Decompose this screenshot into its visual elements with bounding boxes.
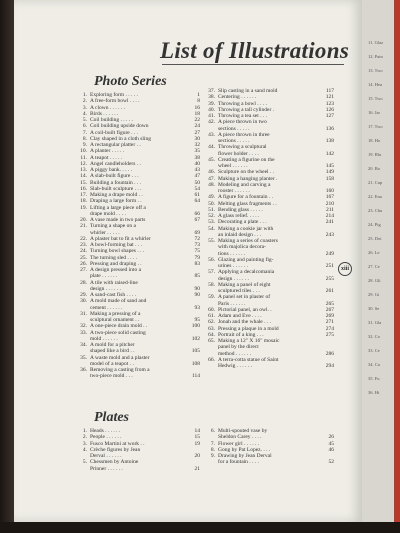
item-title: Clay shaped in a cloth sling: [90, 135, 151, 142]
next-page-line: 32. Co: [368, 334, 381, 339]
item-page: 251: [325, 263, 334, 269]
item-title: Removing a casting from a: [90, 367, 150, 373]
item-title: A free-form bowl . . . .: [90, 98, 140, 105]
next-page-line: 22. Ena: [368, 194, 382, 199]
item-title: People . . . . . .: [90, 434, 122, 441]
next-page-line: 18. Ho: [368, 138, 381, 143]
item-title: Sculpture on the wheel . .: [218, 169, 275, 176]
item-title: two-piece mold . . .: [90, 373, 133, 380]
item-title: Throwing a bowl . . . .: [218, 100, 267, 107]
item-title: tions . . . . . .: [218, 250, 246, 257]
item-page: 114: [191, 373, 200, 380]
item-page: 24: [194, 123, 200, 130]
item-number: 51.: [208, 206, 215, 213]
item-title: plate . . . . . .: [90, 273, 118, 280]
item-title: Turning bowl shapes . . .: [90, 248, 145, 255]
item-number: 3.: [82, 440, 87, 447]
next-page-line: 35. Fu: [368, 376, 380, 381]
item-page: 267: [325, 306, 334, 313]
item-title: Exploring form . . . . .: [90, 92, 138, 98]
list-item: [206, 459, 334, 465]
item-title: Making a pressing of a: [90, 310, 141, 317]
item-page: 15: [194, 434, 200, 441]
item-title: Making a cookie jar with: [218, 225, 274, 232]
item-title: A waste mold and a plaster: [90, 354, 150, 361]
item-title: A plaster bat to fit a whirler: [90, 235, 151, 242]
item-page: 83: [194, 260, 200, 267]
item-number: 40.: [208, 106, 215, 113]
item-number: 30.: [80, 298, 87, 305]
item-page: 47: [194, 173, 200, 180]
item-title: shaped like a bird . .: [90, 348, 135, 355]
item-number: 45.: [208, 156, 215, 163]
item-page: 158: [325, 175, 334, 182]
item-title: Slab-built sculpture . . .: [90, 185, 142, 192]
item-number: 62.: [208, 319, 215, 326]
next-page-line: 14. Hea: [368, 82, 382, 87]
item-page: 66: [194, 210, 200, 217]
item-number: 48.: [208, 181, 215, 188]
item-title: rooster . . . . . .: [218, 188, 250, 194]
item-title: method . . . . . .: [218, 350, 251, 357]
item-number: 41.: [208, 113, 215, 119]
item-title: mold . . . . . .: [90, 335, 118, 342]
item-title: Multi-spouted vase by: [218, 428, 268, 434]
item-title: Chessmen by Antoine: [90, 459, 139, 466]
item-title: Drawing by Jean Derval: [218, 453, 272, 459]
item-number: 19.: [80, 204, 87, 211]
item-title: A teapot . . . . .: [90, 154, 123, 161]
item-title: Throwing a tea set . . .: [218, 113, 268, 119]
item-title: A piece thrown in three: [218, 131, 270, 138]
item-title: Adam and Eve . . . .: [218, 313, 262, 319]
item-number: 66.: [208, 356, 215, 363]
item-page: 136: [325, 125, 334, 132]
item-number: 16.: [80, 185, 87, 192]
item-number: 39.: [208, 100, 215, 107]
item-number: 59.: [208, 294, 215, 301]
item-title: A design pressed into a: [90, 267, 142, 273]
item-title: cement . . . . . .: [90, 304, 123, 311]
plates-column-1: [78, 428, 200, 472]
item-title: A glass relief. . . . .: [218, 213, 260, 219]
item-number: 2.: [82, 434, 87, 441]
item-number: 24.: [80, 248, 87, 255]
next-page-line: 33. Ce: [368, 348, 380, 353]
item-title: Bending glass . . . . .: [218, 206, 263, 213]
next-page-line: 19. Blu: [368, 152, 382, 157]
item-title: Heads . . . . . .: [90, 428, 121, 434]
item-page: 30: [194, 135, 200, 142]
item-title: Applying a decalcomania: [218, 269, 275, 276]
item-number: 10.: [80, 148, 87, 155]
item-title: Portrait of a king . . .: [218, 331, 264, 338]
page-title: List of Illustrations: [160, 38, 350, 63]
next-page-line: 36. Hi: [368, 390, 380, 395]
item-number: 5.: [82, 117, 87, 123]
item-title: urines . . . . . .: [218, 263, 248, 269]
item-title: A planter . . . . .: [90, 148, 125, 155]
item-page: 117: [325, 88, 334, 94]
item-number: 26.: [80, 260, 87, 267]
next-page-line: 26. Le: [368, 250, 380, 255]
item-title: sections . . . . .: [218, 138, 250, 144]
item-number: 20.: [80, 217, 87, 223]
item-page: 108: [191, 360, 200, 367]
item-title: Prinner . . . . . .: [90, 465, 123, 472]
item-number: 6.: [82, 123, 87, 130]
item-title: A rectangular platter . .: [90, 142, 141, 148]
item-title: for a fountain . . . .: [218, 459, 259, 466]
item-title: Decorating a plate . . .: [218, 219, 267, 226]
item-page: 38: [194, 154, 200, 161]
item-title: Lifting a large piece off a: [90, 204, 146, 211]
item-number: 3.: [82, 104, 87, 111]
item-page: 261: [325, 288, 334, 294]
item-title: A panel set in plaster of: [218, 294, 271, 301]
item-page: 75: [194, 248, 200, 255]
next-page-line: 15. Two: [368, 96, 383, 101]
next-page-line: 31. Gla: [368, 320, 382, 325]
item-number: 42.: [208, 119, 215, 126]
item-title: Pressing a plaque in a mold: [218, 325, 279, 332]
item-page: 16: [194, 104, 200, 111]
next-page-line: 29. Gi: [368, 292, 380, 297]
item-number: 58.: [208, 281, 215, 288]
item-number: 6.: [210, 428, 215, 434]
item-number: 23.: [80, 242, 87, 248]
item-page: 21: [194, 465, 200, 472]
item-title: Flower girl . . . . . .: [218, 440, 260, 447]
item-number: 27.: [80, 267, 87, 273]
item-number: 35.: [80, 354, 87, 361]
item-page: 45: [328, 440, 334, 447]
item-title: sculptural ornament . .: [90, 317, 140, 323]
item-page: 243: [325, 231, 334, 238]
item-page: 46: [328, 446, 334, 453]
next-page-line: 20. Bo: [368, 166, 381, 171]
item-number: 7.: [82, 129, 87, 136]
item-title: Pressing and draping . .: [90, 260, 142, 267]
item-title: Gong by Pat Lopez. . . .: [218, 446, 271, 453]
item-title: Angel candleholders . .: [90, 160, 141, 167]
list-item: [78, 373, 200, 379]
item-title: Jonah and the whale . . .: [218, 319, 271, 326]
item-page: 214: [325, 213, 334, 219]
item-number: 60.: [208, 306, 215, 313]
item-number: 57.: [208, 269, 215, 276]
item-page: 249: [325, 250, 334, 257]
next-page: [362, 0, 400, 522]
item-page: 145: [325, 163, 334, 169]
item-title: design . . . . . .: [90, 285, 121, 292]
item-number: 37.: [208, 88, 215, 94]
item-number: 56.: [208, 256, 215, 263]
item-title: A mold made of sand and: [90, 298, 147, 305]
next-page-line: 23. Chu: [368, 208, 383, 213]
item-number: 9.: [82, 142, 87, 148]
item-title: Making a series of coasters: [218, 238, 278, 244]
item-title: sections . . . . .: [218, 125, 250, 132]
red-cover-edge: [394, 0, 400, 522]
item-title: panel by the direct: [218, 344, 259, 351]
plates-column-2: [206, 428, 334, 466]
next-page-line: 30. Se: [368, 306, 380, 311]
photo-series-heading: Photo Series: [94, 74, 167, 89]
item-title: with majolica decora-: [218, 244, 266, 251]
item-number: 8.: [82, 135, 87, 142]
next-page-line: 25. Doi: [368, 236, 382, 241]
table-surface: [0, 522, 400, 533]
item-page: 90: [194, 285, 200, 292]
item-title: Throwing a sculptural: [218, 144, 267, 151]
list-item: [78, 466, 200, 472]
item-number: 65.: [208, 338, 215, 344]
item-number: 7.: [210, 440, 215, 447]
item-page: 8: [197, 98, 200, 105]
item-title: drape mold . . . .: [90, 210, 126, 217]
item-page: 32: [194, 142, 200, 148]
item-title: Making a drape mold . .: [90, 192, 143, 198]
item-page: 72: [194, 235, 200, 242]
item-page: 27: [194, 129, 200, 136]
item-title: A terra-cotta statue of Saint: [218, 356, 279, 363]
item-page: 255: [325, 275, 334, 282]
item-title: A clown . . . . . .: [90, 104, 125, 111]
next-page-line: 27. Ce: [368, 264, 380, 269]
item-number: 38.: [208, 94, 215, 101]
item-title: Fusco Martini at work . .: [90, 440, 145, 447]
item-page: 85: [194, 273, 200, 280]
item-page: 90: [194, 292, 200, 298]
item-title: Slip casting in a sand mold: [218, 88, 278, 94]
item-page: 210: [325, 200, 334, 207]
title-rule: [162, 64, 344, 65]
item-page: 241: [325, 219, 334, 226]
item-number: 32.: [80, 323, 87, 330]
item-page: 43: [194, 167, 200, 173]
item-page: 271: [325, 319, 334, 326]
item-number: 36.: [80, 367, 87, 373]
item-number: 12.: [80, 160, 87, 167]
next-page-line: 28. Gli: [368, 278, 381, 283]
item-number: 28.: [80, 279, 87, 286]
item-page: 18: [194, 110, 200, 117]
item-number: 9.: [210, 453, 215, 459]
item-title: Coil building . . . . .: [90, 117, 133, 123]
item-title: Turning a shape on a: [90, 223, 136, 230]
item-title: A slab-built figure . . .: [90, 173, 139, 180]
item-title: Making a panel of eight: [218, 281, 271, 288]
item-title: A mold for a pitcher: [90, 342, 135, 348]
item-title: Sheldon Carey . . . .: [218, 434, 262, 441]
item-number: 43.: [208, 131, 215, 138]
item-title: A coil-built figure . . .: [90, 129, 138, 136]
item-number: 1.: [82, 428, 87, 434]
item-number: 4.: [82, 110, 87, 117]
item-number: 52.: [208, 213, 215, 219]
plates-heading: Plates: [94, 410, 129, 425]
item-page: 61: [194, 192, 200, 198]
item-title: design . . . . . .: [218, 275, 249, 282]
item-page: 79: [194, 254, 200, 261]
item-number: 18.: [80, 198, 87, 205]
item-title: Centering . . . . . .: [218, 94, 257, 101]
item-number: 5.: [82, 459, 87, 466]
item-title: Creating a figurine on the: [218, 156, 275, 163]
item-page: 73: [194, 242, 200, 248]
item-title: A piece thrown in two: [218, 119, 267, 126]
item-number: 34.: [80, 342, 87, 348]
item-page: 35: [194, 148, 200, 155]
next-page-line: 13. Two: [368, 68, 383, 73]
item-title: Coil building upside down: [90, 123, 149, 130]
next-page-line: 11. Glaz: [368, 40, 384, 45]
item-page: 286: [325, 350, 334, 357]
item-number: 54.: [208, 225, 215, 232]
item-title: The turning sled . . . .: [90, 254, 138, 261]
next-page-line: 21. Cup: [368, 180, 383, 185]
item-title: whirler . . . . .: [90, 229, 120, 236]
item-number: 33.: [80, 329, 87, 336]
item-page: 274: [325, 325, 334, 332]
item-number: 63.: [208, 325, 215, 332]
item-page: 275: [325, 331, 334, 338]
item-page: 40: [194, 160, 200, 167]
next-page-line: 34. Ca: [368, 362, 380, 367]
item-page: 50: [194, 179, 200, 186]
item-page: 167: [325, 194, 334, 201]
item-title: Hedwig . . . . . .: [218, 363, 252, 369]
next-page-line: 12. Pain: [368, 54, 383, 59]
item-page: 294: [325, 363, 334, 369]
item-title: wheel . . . . . .: [218, 163, 248, 169]
item-number: 2.: [82, 98, 87, 105]
item-number: 53.: [208, 219, 215, 226]
item-page: 138: [325, 138, 334, 144]
item-number: 47.: [208, 175, 215, 182]
item-number: 61.: [208, 313, 215, 319]
item-title: A one-piece drain mold . .: [90, 323, 148, 330]
item-page: 95: [194, 317, 200, 323]
item-title: A piggy bank. . . . .: [90, 167, 133, 173]
item-title: A tile with raised-line: [90, 279, 138, 286]
photo-series-column-2: [206, 88, 334, 369]
photo-series-column-1: [78, 92, 200, 380]
item-page: 20: [194, 453, 200, 459]
item-title: Melting glass fragments . .: [218, 200, 277, 207]
item-page: 1: [197, 92, 200, 98]
item-page: 22: [194, 117, 200, 123]
item-page: 265: [325, 300, 334, 307]
item-number: 44.: [208, 144, 215, 151]
item-page: 14: [194, 428, 200, 434]
item-number: 50.: [208, 200, 215, 207]
item-title: Glazing and painting fig-: [218, 256, 274, 263]
item-page: 67: [194, 217, 200, 223]
item-page: 54: [194, 185, 200, 192]
item-page: 160: [325, 188, 334, 194]
item-page: 69: [194, 229, 200, 236]
item-page: 269: [325, 313, 334, 319]
item-page: 121: [325, 94, 334, 101]
item-title: Modeling and carving a: [218, 181, 271, 188]
item-title: A vase made in two parts: [90, 217, 146, 223]
item-number: 14.: [80, 173, 87, 180]
item-title: Paris . . . . . .: [218, 300, 246, 307]
item-page: 102: [191, 335, 200, 342]
item-page: 123: [325, 100, 334, 107]
item-number: 25.: [80, 254, 87, 261]
book-page: [14, 0, 362, 522]
item-page: 26: [328, 434, 334, 441]
item-title: an inlaid design . . .: [218, 231, 262, 238]
item-page: 211: [325, 206, 334, 213]
item-number: 46.: [208, 169, 215, 176]
item-page: 127: [325, 113, 334, 119]
item-page: 93: [194, 304, 200, 311]
item-number: 55.: [208, 238, 215, 244]
item-page: 126: [325, 106, 334, 113]
item-title: A figure for a fountain . .: [218, 194, 273, 201]
item-number: 49.: [208, 194, 215, 201]
item-page: 64: [194, 198, 200, 205]
item-number: 29.: [80, 292, 87, 298]
item-number: 1.: [82, 92, 87, 98]
item-number: 22.: [80, 235, 87, 242]
item-page: 52: [328, 459, 334, 466]
item-title: A two-piece solid casting: [90, 329, 146, 336]
item-title: Throwing a tall cylinder .: [218, 106, 275, 113]
item-title: Birds . . . . . .: [90, 110, 119, 117]
next-page-line: 24. Pig: [368, 222, 381, 227]
item-number: 17.: [80, 192, 87, 198]
item-number: 4.: [82, 446, 87, 453]
item-page: 19: [194, 440, 200, 447]
item-number: 11.: [80, 154, 87, 161]
page-number: xiii: [338, 262, 352, 276]
item-number: 8.: [210, 446, 215, 453]
item-title: Draping a large form . .: [90, 198, 142, 205]
item-title: Making a hanging planter .: [218, 175, 278, 182]
item-number: 13.: [80, 167, 87, 173]
item-title: Derval . . . . . .: [90, 453, 122, 459]
item-title: A sand-cast fish . . . .: [90, 292, 137, 298]
item-page: 142: [325, 150, 334, 157]
item-number: 64.: [208, 331, 215, 338]
list-item: [206, 363, 334, 369]
next-page-line: 17. Two: [368, 124, 383, 129]
item-page: 105: [191, 348, 200, 355]
item-title: model of a teapot . .: [90, 360, 134, 367]
item-number: 21.: [80, 223, 87, 230]
item-page: 100: [191, 323, 200, 330]
item-title: Crèche figures by Jean: [90, 446, 141, 453]
item-number: 31.: [80, 310, 87, 317]
next-page-line: 16. Jar: [368, 110, 380, 115]
item-title: Building a fountain . . .: [90, 179, 142, 186]
item-number: 15.: [80, 179, 87, 186]
item-title: A bowl-forming bat . . .: [90, 242, 142, 248]
item-title: flower holder . . . .: [218, 150, 259, 157]
item-title: Pictorial panel, an owl. .: [218, 306, 272, 313]
item-page: 149: [325, 169, 334, 176]
item-title: Making a 12" X 16" mosaic: [218, 338, 280, 344]
book-edge: [0, 0, 14, 533]
item-title: sculptured tiles . . .: [218, 288, 260, 294]
